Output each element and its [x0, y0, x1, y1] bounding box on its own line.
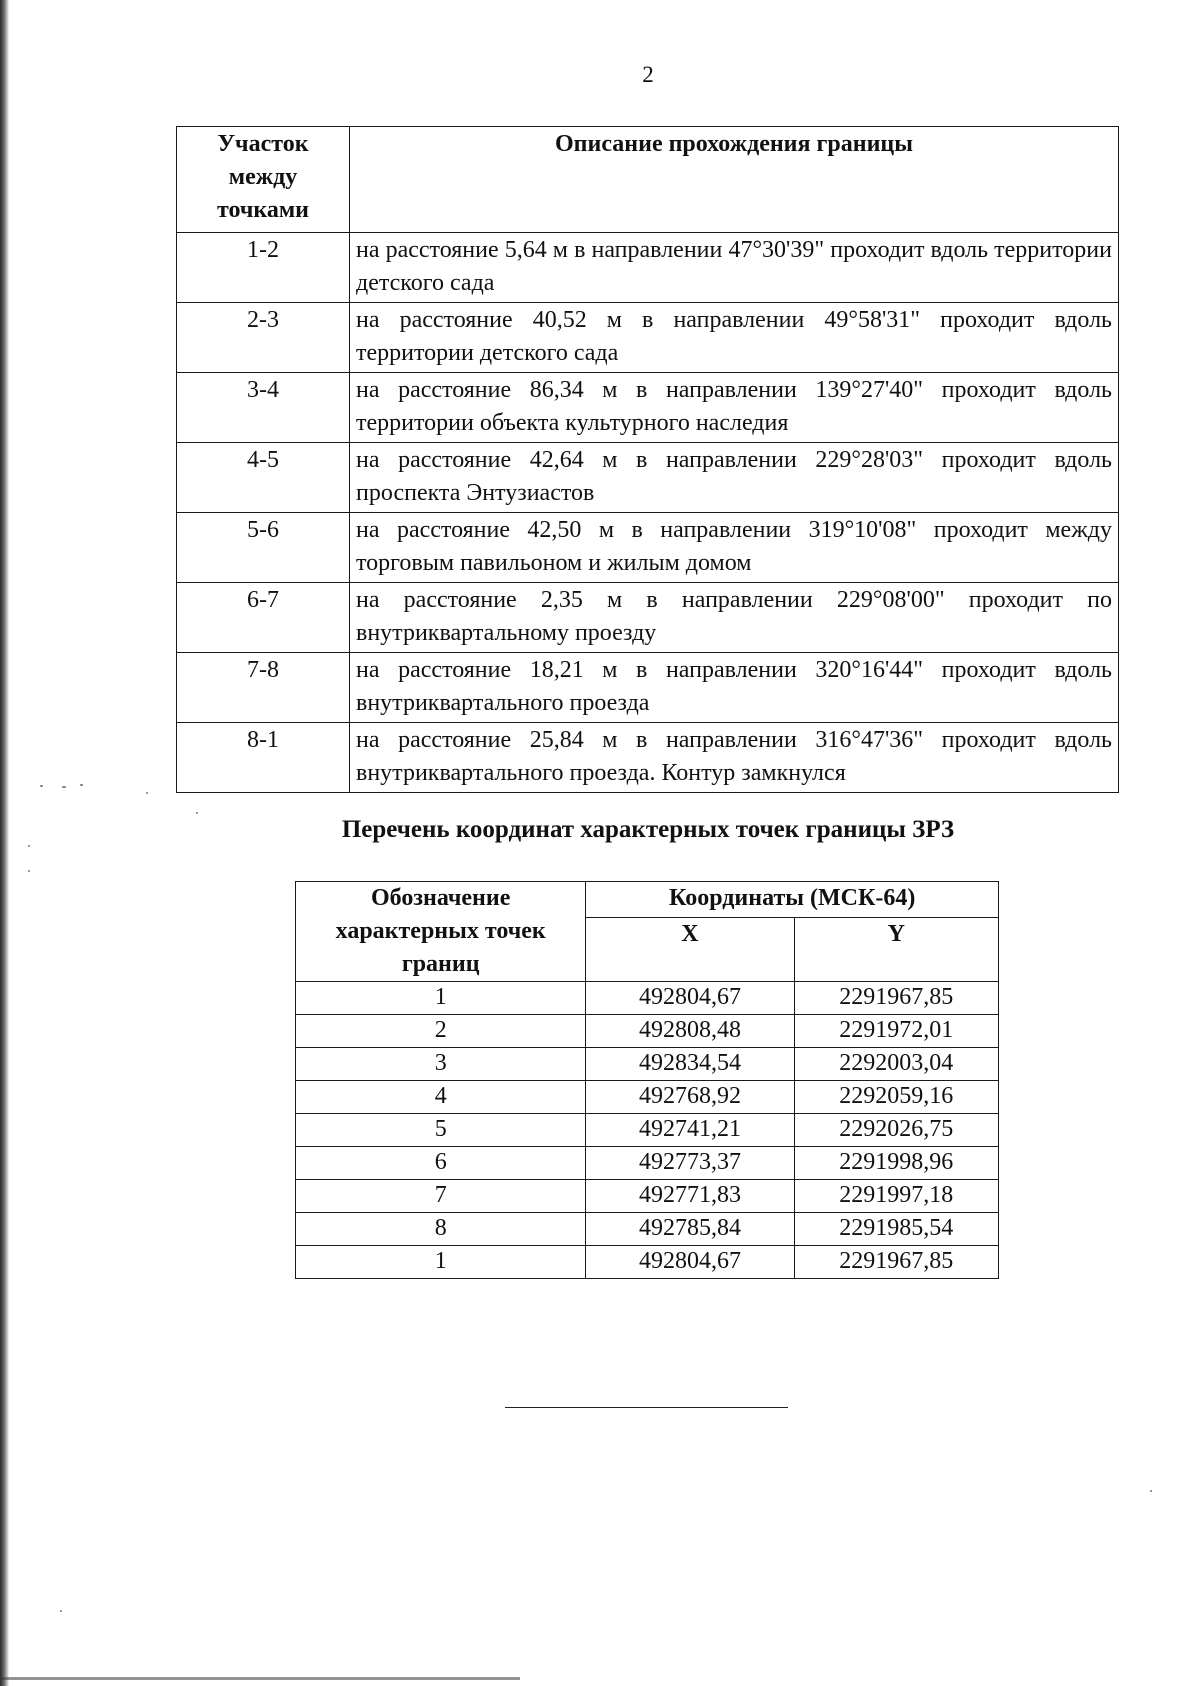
- point-column-header: Обозначение характерных точек границ: [296, 882, 586, 982]
- description-cell: на расстояние 40,52 м в направлении 49°58'31" проходит вдоль территории детского сада: [350, 303, 1119, 373]
- description-cell: на расстояние 5,64 м в направлении 47°30'39" проходит вдоль территории детского сада: [350, 233, 1119, 303]
- description-column-header: Описание прохождения границы: [350, 127, 1119, 233]
- segment-cell: 1-2: [177, 233, 350, 303]
- y-cell: 2291972,01: [794, 1015, 998, 1048]
- y-cell: 2292059,16: [794, 1081, 998, 1114]
- table-row: [296, 1081, 999, 1114]
- description-cell: на расстояние 25,84 м в направлении 316°47'36" проходит вдоль внутриквартального проезда. Контур замкнулся: [350, 723, 1119, 793]
- segment-cell: 3-4: [177, 373, 350, 443]
- table-row: [296, 1213, 999, 1246]
- table-row: [296, 1246, 999, 1279]
- x-column-header: X: [586, 917, 794, 981]
- x-cell: 492771,83: [586, 1180, 794, 1213]
- point-cell: 3: [296, 1048, 586, 1081]
- segment-cell: 6-7: [177, 583, 350, 653]
- point-cell: 8: [296, 1213, 586, 1246]
- y-cell: 2291997,18: [794, 1180, 998, 1213]
- scan-bottom-edge: [0, 1677, 520, 1680]
- segment-cell: 7-8: [177, 653, 350, 723]
- point-cell: 4: [296, 1081, 586, 1114]
- description-cell: на расстояние 42,64 м в направлении 229°28'03" проходит вдоль проспекта Энтузиастов: [350, 443, 1119, 513]
- point-cell: 6: [296, 1147, 586, 1180]
- coordinates-table-header-row: [296, 882, 999, 918]
- scan-speck: [60, 1610, 62, 1612]
- table-row: [177, 583, 1119, 653]
- table-row: [296, 982, 999, 1015]
- table-row: [296, 1048, 999, 1081]
- x-cell: 492834,54: [586, 1048, 794, 1081]
- point-cell: 2: [296, 1015, 586, 1048]
- x-cell: 492785,84: [586, 1213, 794, 1246]
- x-cell: 492808,48: [586, 1015, 794, 1048]
- y-cell: 2291967,85: [794, 982, 998, 1015]
- table-row: [177, 373, 1119, 443]
- y-cell: 2292026,75: [794, 1114, 998, 1147]
- table-row: [177, 303, 1119, 373]
- table-row: [177, 723, 1119, 793]
- scan-speck: [40, 785, 43, 787]
- y-column-header: Y: [794, 917, 998, 981]
- y-cell: 2291985,54: [794, 1213, 998, 1246]
- table-row: [296, 1015, 999, 1048]
- segment-cell: 8-1: [177, 723, 350, 793]
- scan-speck: [28, 845, 30, 847]
- scan-speck: [146, 792, 148, 794]
- page-number: 2: [642, 62, 654, 87]
- scan-speck: [28, 870, 30, 872]
- point-cell: 7: [296, 1180, 586, 1213]
- x-cell: 492804,67: [586, 1246, 794, 1279]
- y-cell: 2292003,04: [794, 1048, 998, 1081]
- boundary-description-table: [176, 126, 1119, 793]
- end-of-document-line: [505, 1407, 788, 1408]
- table-row: [177, 653, 1119, 723]
- x-cell: 492804,67: [586, 982, 794, 1015]
- coordinates-table: [295, 881, 999, 1279]
- y-cell: 2291967,85: [794, 1246, 998, 1279]
- segment-column-header: Участок между точками: [177, 127, 350, 233]
- point-cell: 5: [296, 1114, 586, 1147]
- segment-cell: 4-5: [177, 443, 350, 513]
- table-row: [296, 1114, 999, 1147]
- description-cell: на расстояние 42,50 м в направлении 319°10'08" проходит между торговым павильоном и жилым домом: [350, 513, 1119, 583]
- point-cell: 1: [296, 982, 586, 1015]
- description-cell: на расстояние 86,34 м в направлении 139°27'40" проходит вдоль территории объекта культурного наследия: [350, 373, 1119, 443]
- segment-cell: 2-3: [177, 303, 350, 373]
- x-cell: 492741,21: [586, 1114, 794, 1147]
- coordinates-group-header: Координаты (МСК-64): [586, 882, 999, 918]
- scan-speck: [1150, 1490, 1152, 1492]
- description-cell: на расстояние 2,35 м в направлении 229°08'00" проходит по внутриквартальному проезду: [350, 583, 1119, 653]
- x-cell: 492773,37: [586, 1147, 794, 1180]
- scan-speck: [80, 784, 83, 786]
- table-row: [177, 513, 1119, 583]
- boundary-table-header-row: [177, 127, 1119, 233]
- table-row: [177, 233, 1119, 303]
- description-cell: на расстояние 18,21 м в направлении 320°16'44" проходит вдоль внутриквартального проезда: [350, 653, 1119, 723]
- point-cell: 1: [296, 1246, 586, 1279]
- table-row: [296, 1180, 999, 1213]
- coordinates-section-title: Перечень координат характерных точек границы ЗРЗ: [341, 816, 955, 843]
- table-row: [296, 1147, 999, 1180]
- segment-cell: 5-6: [177, 513, 350, 583]
- x-cell: 492768,92: [586, 1081, 794, 1114]
- table-row: [177, 443, 1119, 513]
- y-cell: 2291998,96: [794, 1147, 998, 1180]
- scan-speck: [196, 812, 198, 814]
- scan-speck: [62, 786, 66, 788]
